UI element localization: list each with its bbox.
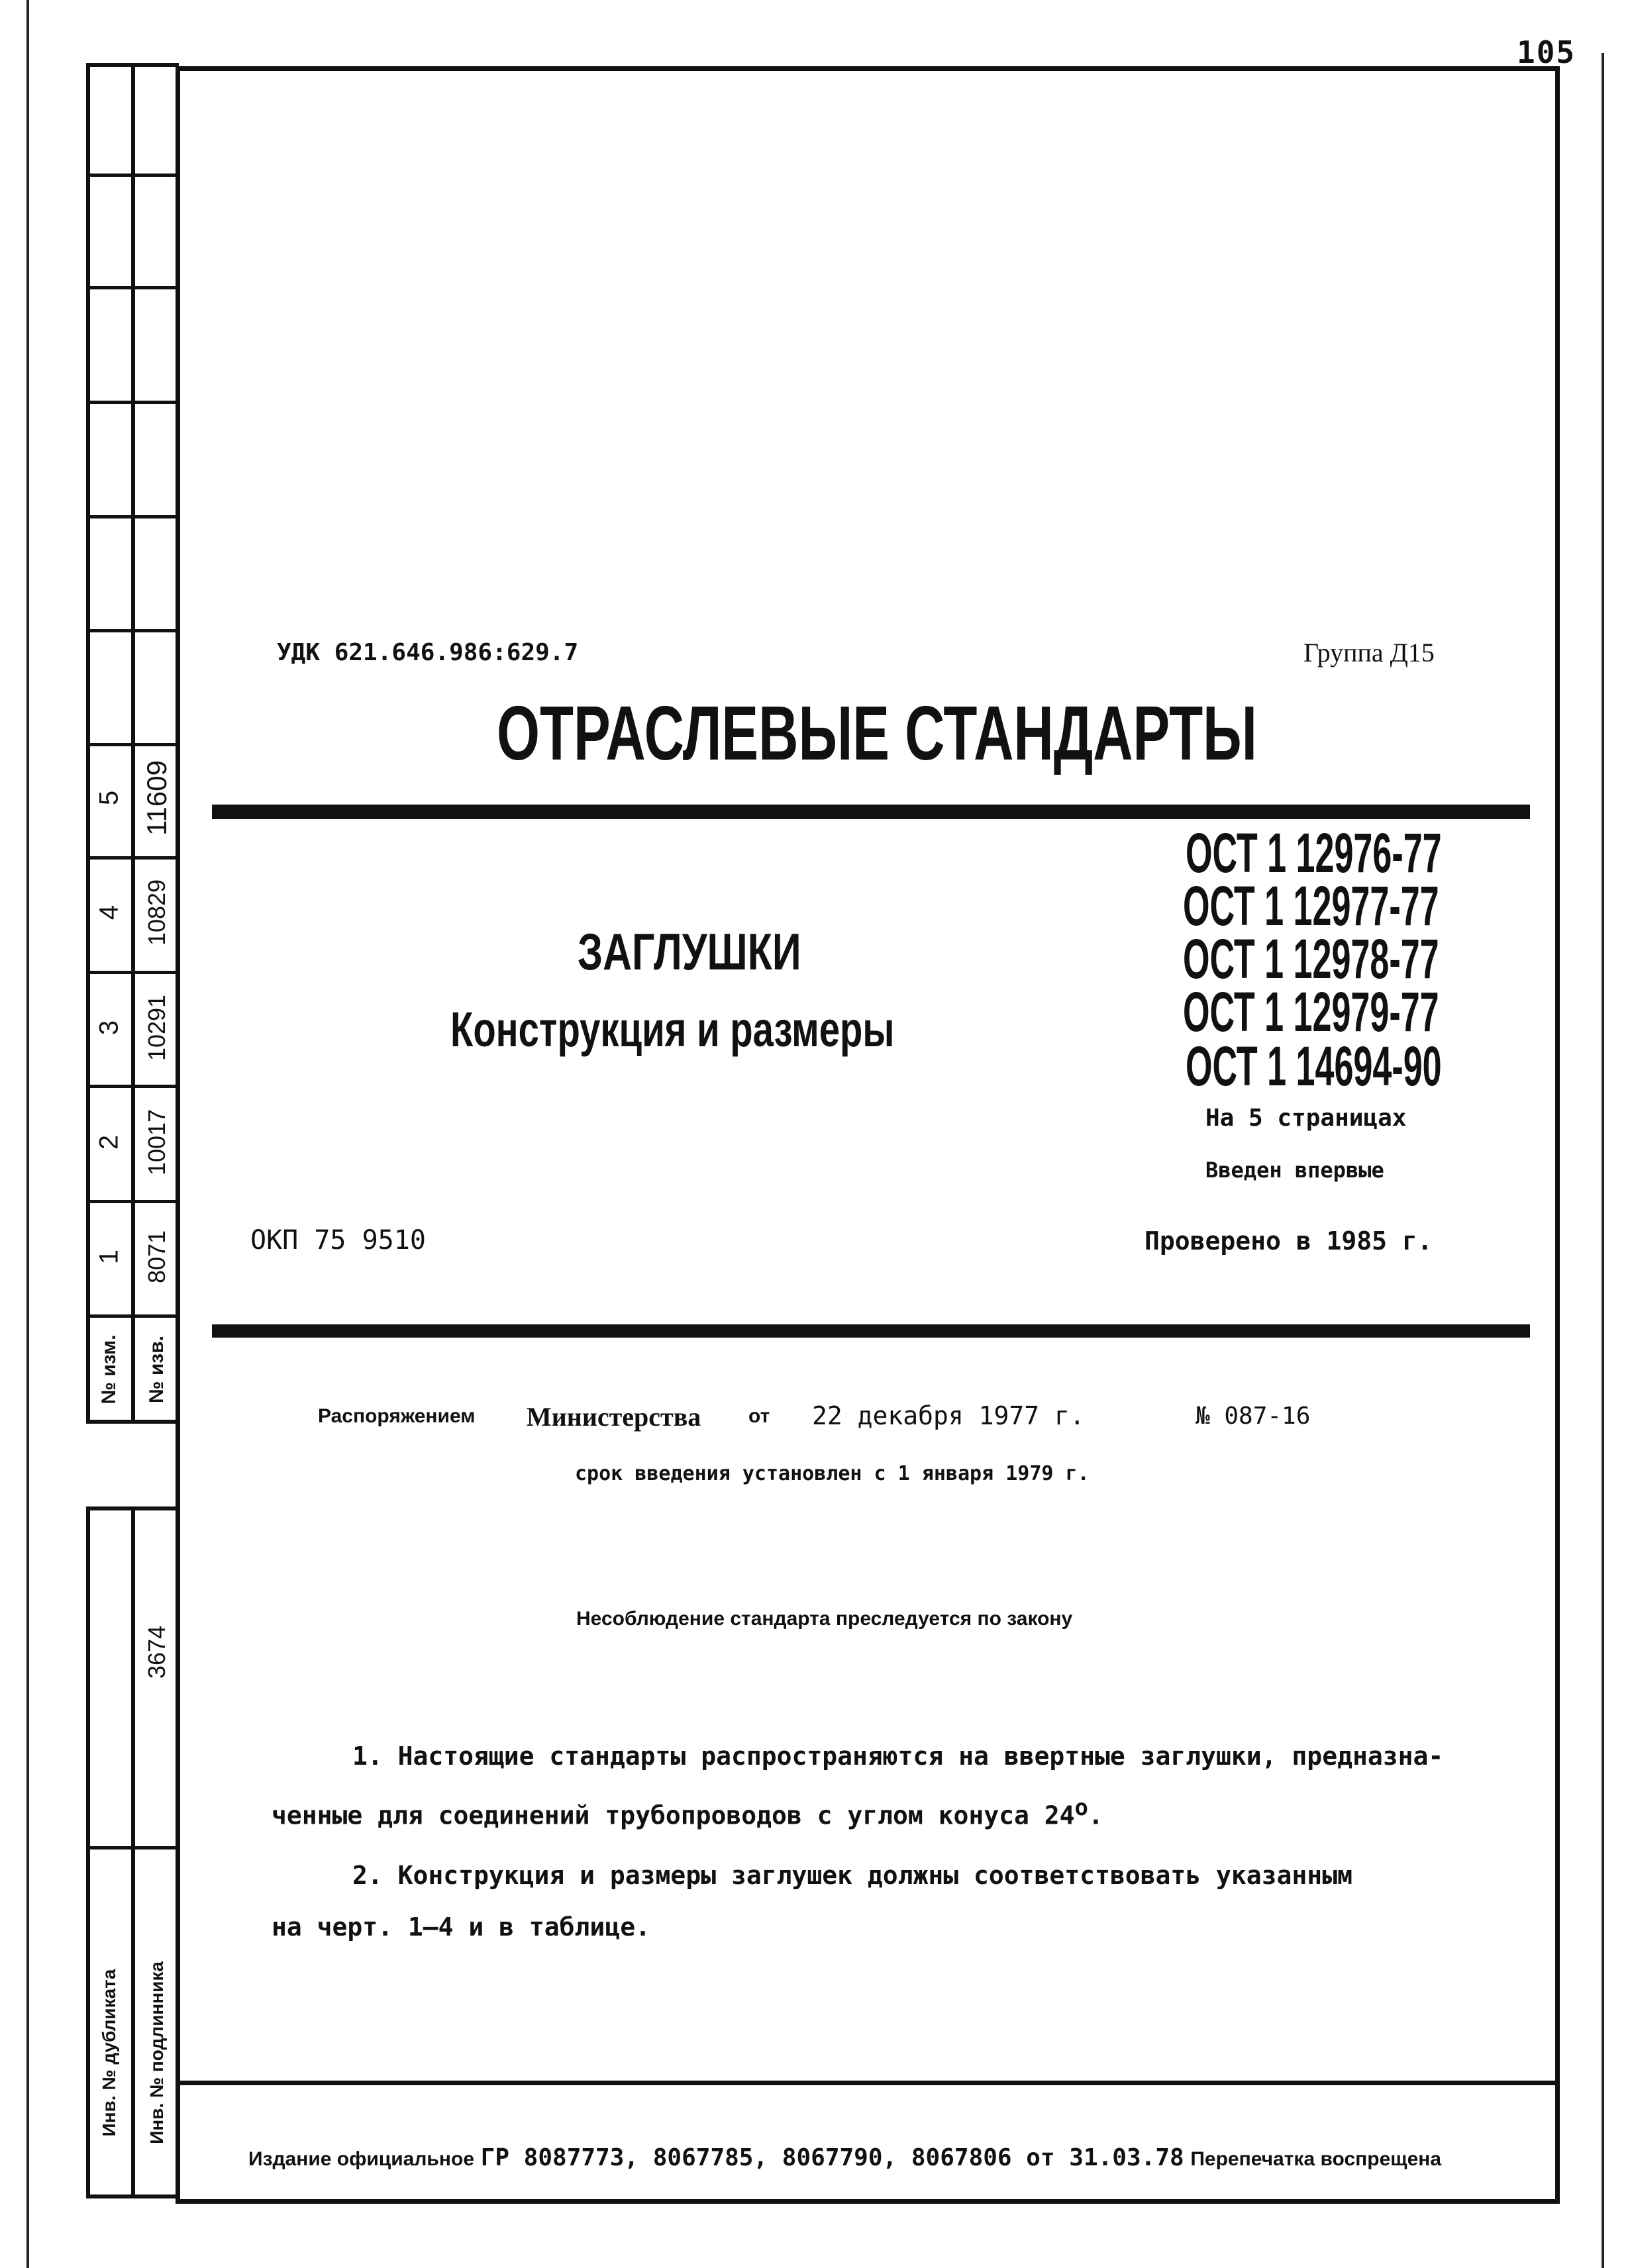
stamp-row-line <box>86 629 179 632</box>
intro-note: Введен впервые <box>1205 1158 1384 1183</box>
paragraph-1-line-1: 1. Настоящие стандарты распространяются на ввертные заглушки, предназна- <box>352 1742 1444 1771</box>
paragraph-1-text: ченные для соединений трубопроводов с углом конуса 24 <box>272 1800 1075 1830</box>
decree-ministry: Министерства <box>527 1402 701 1432</box>
stamp-row-line <box>86 1085 179 1088</box>
stamp-doc-10291: 10291 <box>143 994 170 1061</box>
stamp-dup-number: 3674 <box>143 1625 170 1679</box>
footer-edition: Издание официальное <box>248 2148 475 2170</box>
okp-code: ОКП 75 9510 <box>250 1225 426 1256</box>
decree-number: № 087-16 <box>1196 1403 1311 1430</box>
stamp-header-change: № изм. <box>98 1334 120 1405</box>
page-title: ОТРАСЛЕВЫЕ СТАНДАРТЫ <box>497 690 1257 776</box>
group-code: Группа Д15 <box>1303 638 1435 667</box>
stamp-row-line <box>86 1314 179 1318</box>
stamp-row-line <box>86 173 179 177</box>
stamp-header-notice: № изв. <box>146 1336 168 1403</box>
standard-item: ОСТ 1 14694-90 <box>1186 1035 1442 1097</box>
stamp-doc-10829: 10829 <box>143 879 170 946</box>
paragraph-2-line-2: на черт. 1–4 и в таблице. <box>272 1912 650 1942</box>
margin-line-left <box>26 0 29 2268</box>
footer-rule <box>176 2081 1560 2085</box>
legal-warning: Несоблюдение стандарта преследуется по закону <box>576 1608 1073 1630</box>
standard-item: ОСТ 1 12977-77 <box>1183 875 1439 937</box>
page-number: 105 <box>1517 34 1576 70</box>
standard-item: ОСТ 1 12976-77 <box>1186 822 1442 884</box>
stamp-rev-2: 2 <box>94 1134 124 1150</box>
stamp-row-line <box>86 856 179 860</box>
title-rule <box>212 805 1530 819</box>
stamp-rev-4: 4 <box>94 905 124 920</box>
footer-registry: ГР 8087773, 8067785, 8067790, 8067806 от 31.03.78 <box>480 2144 1184 2171</box>
stamp-label-dup: Инв. № дубликата <box>99 1969 119 2137</box>
decree-date: 22 декабря 1977 г. <box>812 1401 1085 1430</box>
decree-label: Распоряжением <box>318 1405 476 1427</box>
paragraph-1-period: . <box>1088 1800 1103 1830</box>
standard-item: ОСТ 1 12979-77 <box>1183 981 1439 1043</box>
stamp-row-line <box>86 971 179 974</box>
stamp-row-line <box>86 743 179 746</box>
paragraph-2-line-1: 2. Конструкция и размеры заглушек должны соответствовать указанным <box>352 1861 1352 1890</box>
stamp-row-line <box>86 515 179 518</box>
stamp-doc-10017: 10017 <box>143 1109 170 1176</box>
decree-effective: срок введения установлен с 1 января 1979 г. <box>575 1462 1090 1485</box>
margin-line-right <box>1602 53 1604 2268</box>
stamp-row-line <box>86 286 179 289</box>
stamp-label-orig: Инв. № подлинника <box>146 1961 167 2144</box>
stamp-row-line <box>86 1846 179 1849</box>
stamp-rev-1: 1 <box>94 1249 124 1265</box>
subject-name: ЗАГЛУШКИ <box>578 922 801 981</box>
stamp-doc-11609: 11609 <box>141 760 172 836</box>
degree-mark: о <box>1074 1795 1089 1821</box>
stamp-row-line <box>86 1200 179 1203</box>
paragraph-1-line-2 <box>272 1795 1103 1830</box>
stamp-rev-5: 5 <box>94 790 124 806</box>
checked-note: Проверено в 1985 г. <box>1145 1226 1433 1256</box>
decree-from: от <box>748 1405 770 1427</box>
stamp-doc-8071: 8071 <box>143 1230 170 1284</box>
footer-line <box>248 2144 1441 2171</box>
pages-note: На 5 страницах <box>1205 1105 1407 1132</box>
section-rule <box>212 1324 1530 1338</box>
stamp-lower-divider <box>131 1506 135 2198</box>
footer-reprint: Перепечатка воспрещена <box>1190 2148 1442 2170</box>
stamp-rev-3: 3 <box>94 1020 124 1036</box>
subject-subtitle: Конструкция и размеры <box>450 1002 895 1057</box>
stamp-row-line <box>86 401 179 404</box>
standard-item: ОСТ 1 12978-77 <box>1183 928 1439 990</box>
udk-code: УДК 621.646.986:629.7 <box>277 639 579 666</box>
